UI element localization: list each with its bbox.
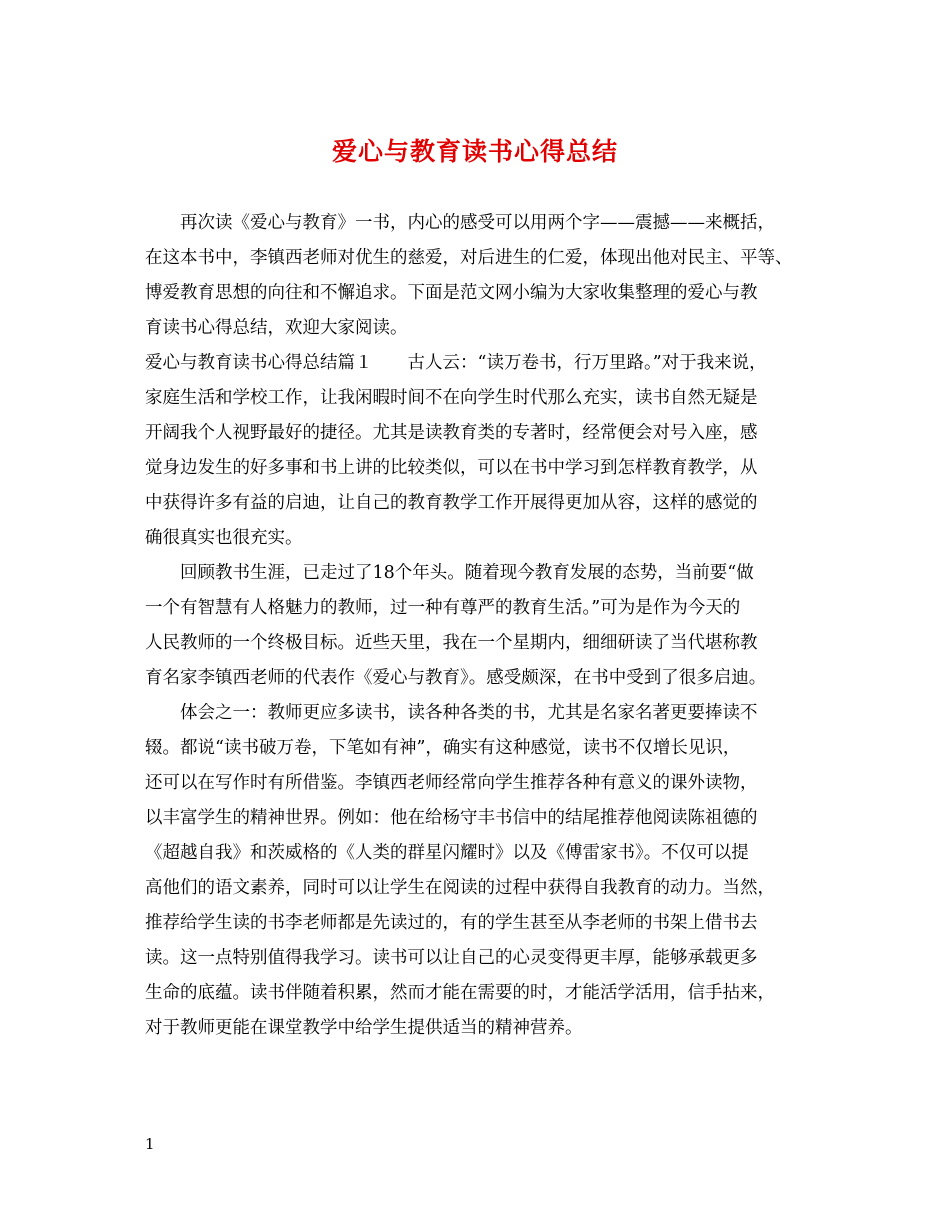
body-line: 爱心与教育读书心得总结篇１ 古人云：“读万卷书，行万里路。”对于我来说， [145,353,767,373]
body-line: 人民教师的一个终极目标。近些天里，我在一个星期内，细细研读了当代堪称教 [145,633,758,653]
document-body [145,206,815,1046]
body-line: 还可以在写作时有所借鉴。李镇西老师经常向学生推荐各种有意义的课外读物， [145,773,758,793]
body-line: 觉身边发生的好多事和书上讲的比较类似，可以在书中学习到怎样教育教学，从 [145,458,758,478]
body-line: 再次读《爱心与教育》一书，内心的感受可以用两个字——震撼——来概括， [180,213,775,233]
page-number: 1 [145,1135,155,1153]
body-line: 博爱教育思想的向往和不懈追求。下面是范文网小编为大家收集整理的爱心与教 [145,283,758,303]
body-line: 推荐给学生读的书李老师都是先读过的，有的学生甚至从李老师的书架上借书去 [145,913,758,933]
body-line: 对于教师更能在课堂教学中给学生提供适当的精神营养。 [145,1018,583,1038]
body-line: 以丰富学生的精神世界。例如：他在给杨守丰书信中的结尾推荐他阅读陈祖德的 [145,808,758,828]
body-line: 中获得许多有益的启迪，让自己的教育教学工作开展得更加从容，这样的感觉的 [145,493,758,513]
body-line: 育读书心得总结，欢迎大家阅读。 [145,318,408,338]
body-line: 在这本书中，李镇西老师对优生的慈爱，对后进生的仁爱，体现出他对民主、平等、 [145,248,793,268]
body-line: 确很真实也很充实。 [145,528,303,548]
body-line: 回顾教书生涯，已走过了18个年头。随着现今教育发展的态势，当前要“做 [180,563,754,583]
body-line: 一个有智慧有人格魅力的教师，过一种有尊严的教育生活。”可为是作为今天的 [145,598,741,618]
body-line: 体会之一：教师更应多读书，读各种各类的书，尤其是名家名著更要捧读不 [180,703,758,723]
document-title: 爱心与教育读书心得总结 [331,137,618,166]
body-line: 生命的底蕴。读书伴随着积累，然而才能在需要的时，才能活学活用，信手拈来， [145,983,775,1003]
body-line: 读。这一点特别值得我学习。读书可以让自己的心灵变得更丰厚，能够承载更多 [145,948,758,968]
body-line: 开阔我个人视野最好的捷径。尤其是读教育类的专著时，经常便会对号入座，感 [145,423,758,443]
body-line: 家庭生活和学校工作，让我闲暇时间不在向学生时代那么充实，读书自然无疑是 [145,388,758,408]
body-line: 高他们的语文素养，同时可以让学生在阅读的过程中获得自我教育的动力。当然， [145,878,775,898]
body-line: 辍。都说“读书破万卷，下笔如有神”，确实有这种感觉，读书不仅增长见识， [145,738,741,758]
body-line: 《超越自我》和茨威格的《人类的群星闪耀时》以及《傅雷家书》。不仅可以提 [145,843,749,863]
body-line: 育名家李镇西老师的代表作《爱心与教育》。感受颇深，在书中受到了很多启迪。 [145,668,767,688]
